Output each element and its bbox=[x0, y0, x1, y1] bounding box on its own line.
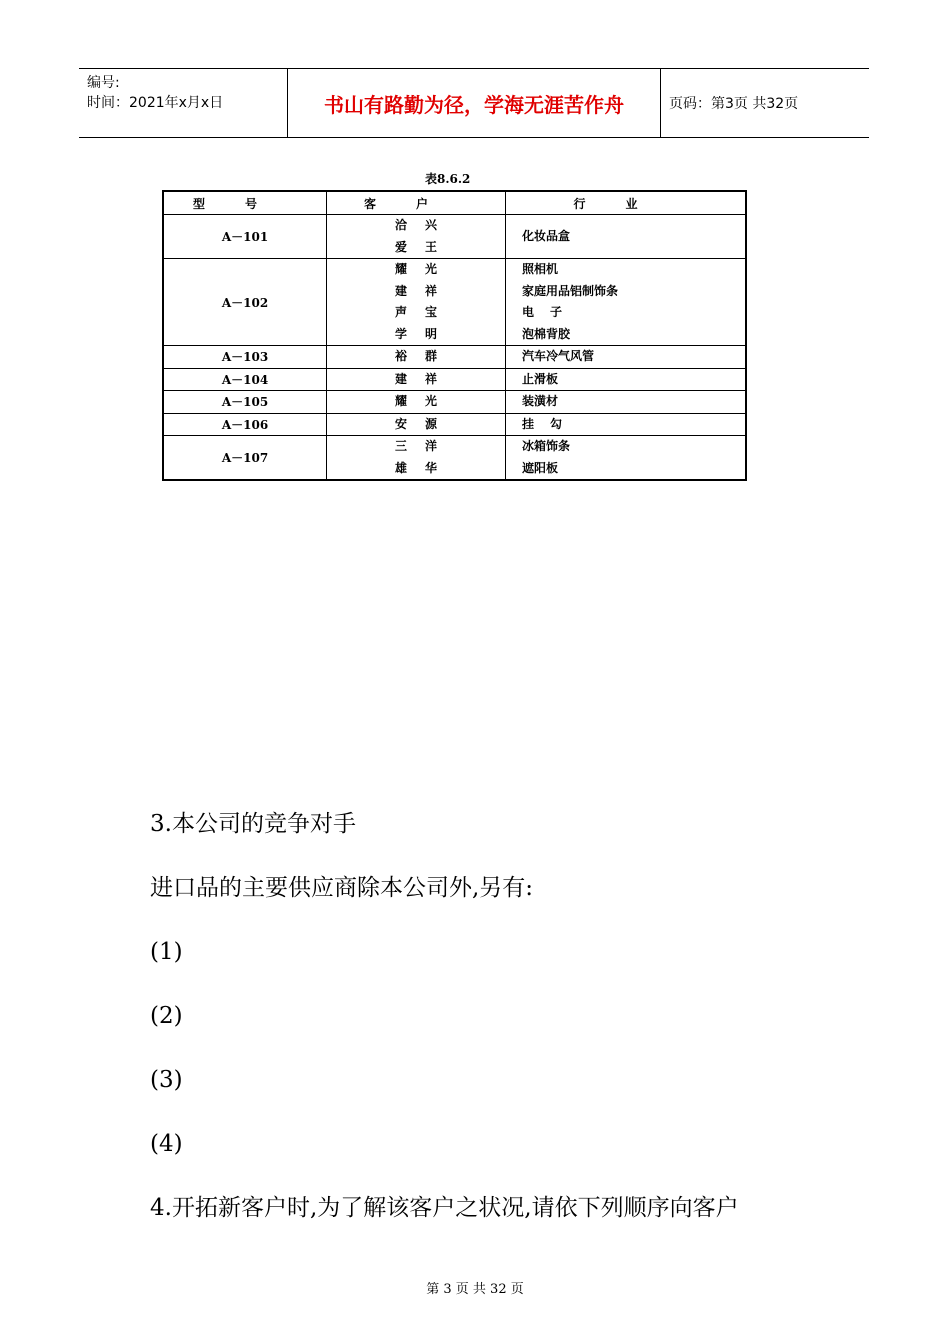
page-header bbox=[79, 68, 869, 138]
table-row bbox=[163, 368, 746, 391]
customer-cell bbox=[327, 436, 506, 481]
industry-name: 家庭用品铝制饰条 bbox=[522, 283, 619, 298]
customer-cell bbox=[327, 346, 506, 369]
industry-name: 装潢材 bbox=[522, 394, 559, 408]
table-row bbox=[163, 391, 746, 414]
header-motto: 书山有路勤为径，学海无涯苦作舟 bbox=[288, 69, 661, 137]
column-header-model: 型号 bbox=[163, 191, 327, 215]
section3-intro: 进口品的主要供应商除本公司外,另有: bbox=[150, 875, 534, 901]
industry-name: 挂勾 bbox=[522, 416, 579, 431]
industry-name: 泡棉背胶 bbox=[522, 326, 571, 341]
table-caption: 表8.6.2 bbox=[425, 172, 471, 186]
industry-name: 化妆品盒 bbox=[522, 228, 571, 243]
table-body bbox=[163, 215, 746, 481]
header-meta bbox=[79, 69, 288, 137]
customer-cell bbox=[327, 259, 506, 346]
customer-name: 爱王 bbox=[394, 239, 455, 254]
time-label: 时间：2021年x月x日 bbox=[87, 95, 224, 111]
page-footer: 第 3 页 共 32 页 bbox=[426, 1282, 524, 1297]
customer-name: 洽兴 bbox=[394, 218, 455, 232]
model-cell: A－101 bbox=[163, 215, 327, 259]
industry-name: 汽车冷气风管 bbox=[522, 349, 595, 363]
industry-cell bbox=[506, 215, 747, 259]
customer-name: 声宝 bbox=[394, 305, 455, 319]
industry-name: 照相机 bbox=[522, 262, 559, 276]
customer-name: 建祥 bbox=[394, 283, 455, 298]
industry-name: 遮阳板 bbox=[522, 460, 559, 475]
list-item: (1) bbox=[150, 939, 183, 965]
header-page-info: 页码：第3页 共32页 bbox=[669, 96, 799, 112]
model-cell: A－103 bbox=[163, 346, 327, 369]
column-header-industry: 行业 bbox=[506, 191, 747, 215]
customer-name: 裕群 bbox=[394, 349, 455, 363]
industry-name: 冰箱饰条 bbox=[522, 439, 571, 453]
section4-title: 4.开拓新客户时,为了解该客户之状况,请依下列顺序向客户 bbox=[150, 1195, 739, 1221]
customer-name: 耀光 bbox=[394, 394, 455, 408]
customer-cell bbox=[327, 391, 506, 414]
customer-table bbox=[162, 190, 747, 481]
customer-name: 雄华 bbox=[394, 460, 455, 475]
customer-name: 三洋 bbox=[394, 439, 455, 453]
industry-cell bbox=[506, 436, 747, 481]
list-item: (2) bbox=[150, 1003, 183, 1029]
list-item: (3) bbox=[150, 1067, 183, 1093]
table-row bbox=[163, 436, 746, 481]
table-row bbox=[163, 346, 746, 369]
model-cell: A－106 bbox=[163, 413, 327, 436]
model-cell: A－104 bbox=[163, 368, 327, 391]
industry-name: 止滑板 bbox=[522, 371, 559, 386]
customer-cell bbox=[327, 413, 506, 436]
customer-name: 建祥 bbox=[394, 371, 455, 386]
industry-cell bbox=[506, 413, 747, 436]
model-cell: A－102 bbox=[163, 259, 327, 346]
customer-name: 耀光 bbox=[394, 262, 455, 276]
customer-cell bbox=[327, 215, 506, 259]
industry-cell bbox=[506, 368, 747, 391]
table-row bbox=[163, 215, 746, 259]
table-header-row bbox=[163, 191, 746, 215]
industry-cell bbox=[506, 346, 747, 369]
customer-name: 学明 bbox=[394, 326, 455, 341]
list-item: (4) bbox=[150, 1131, 183, 1157]
model-cell: A－105 bbox=[163, 391, 327, 414]
section3-title: 3.本公司的竞争对手 bbox=[150, 811, 356, 837]
table-row bbox=[163, 259, 746, 346]
model-cell: A－107 bbox=[163, 436, 327, 481]
table-row bbox=[163, 413, 746, 436]
number-label: 编号: bbox=[87, 75, 120, 91]
customer-cell bbox=[327, 368, 506, 391]
column-header-customer: 客户 bbox=[327, 191, 506, 215]
industry-cell bbox=[506, 259, 747, 346]
customer-name: 安源 bbox=[394, 416, 455, 431]
industry-name: 电子 bbox=[522, 305, 579, 319]
industry-cell bbox=[506, 391, 747, 414]
